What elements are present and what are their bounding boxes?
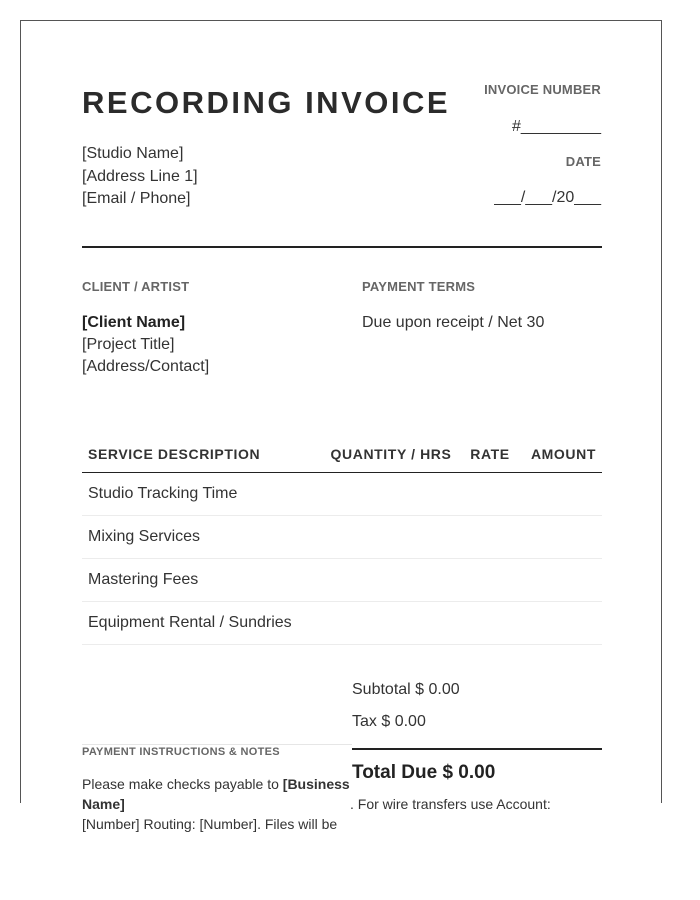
service-amount (520, 602, 602, 645)
column-header-quantity: QUANTITY / HRS (322, 437, 460, 473)
payment-instructions-text (82, 774, 577, 834)
studio-contact: [Email / Phone] (82, 190, 191, 207)
business-name: [Business Name] (82, 776, 350, 812)
service-description: Mastering Fees (82, 559, 322, 602)
service-quantity (322, 516, 460, 559)
studio-info (82, 143, 198, 211)
payment-terms-label: PAYMENT TERMS (362, 279, 476, 294)
column-header-rate: RATE (460, 437, 520, 473)
column-header-description: SERVICE DESCRIPTION (82, 437, 322, 473)
total-due-value: $ 0.00 (442, 762, 496, 783)
invoice-number-field: #_________ (512, 118, 601, 135)
tax-row (352, 713, 602, 731)
payment-terms-value: Due upon receipt / Net 30 (362, 314, 545, 331)
total-divider (352, 748, 602, 750)
service-description: Studio Tracking Time (82, 473, 322, 516)
service-amount (520, 559, 602, 602)
invoice-title: RECORDING INVOICE (82, 85, 451, 120)
service-rate (460, 559, 520, 602)
invoice-number-label: INVOICE NUMBER (484, 82, 601, 97)
notes-section-label: PAYMENT INSTRUCTIONS & NOTES (82, 746, 280, 758)
service-quantity (322, 602, 460, 645)
table-row (82, 516, 602, 559)
invoice-page (20, 20, 662, 832)
notes-text-prefix: Please make checks payable to (82, 776, 283, 792)
service-rate (460, 602, 520, 645)
table-row (82, 602, 602, 645)
table-row (82, 559, 602, 602)
services-table (82, 437, 602, 645)
service-quantity (322, 559, 460, 602)
column-header-amount: AMOUNT (520, 437, 602, 473)
service-amount (520, 473, 602, 516)
service-rate (460, 473, 520, 516)
date-label: DATE (565, 154, 601, 169)
tax-label: Tax (352, 713, 377, 730)
client-info (82, 312, 209, 378)
service-rate (460, 516, 520, 559)
total-due-label: Total Due (352, 762, 438, 783)
table-header-row (82, 437, 602, 473)
table-row (82, 473, 602, 516)
service-description: Equipment Rental / Sundries (82, 602, 322, 645)
notes-divider (82, 744, 352, 745)
client-name: [Client Name] (82, 314, 186, 331)
tax-value: $ 0.00 (381, 713, 426, 730)
subtotal-row (352, 681, 602, 699)
service-description: Mixing Services (82, 516, 322, 559)
service-quantity (322, 473, 460, 516)
service-amount (520, 516, 602, 559)
subtotal-label: Subtotal (352, 681, 411, 698)
client-section-label: CLIENT / ARTIST (82, 279, 190, 294)
studio-name: [Studio Name] (82, 145, 184, 162)
studio-address: [Address Line 1] (82, 167, 198, 185)
subtotal-value: $ 0.00 (415, 681, 460, 698)
project-title: [Project Title] (82, 336, 175, 353)
date-field: ___/___/20___ (494, 189, 601, 206)
notes-text-suffix: . For wire transfers use Account: [Number] Routing: [Number]. Files will be (82, 796, 551, 832)
client-contact: [Address/Contact] (82, 358, 210, 375)
header-divider (82, 246, 602, 248)
